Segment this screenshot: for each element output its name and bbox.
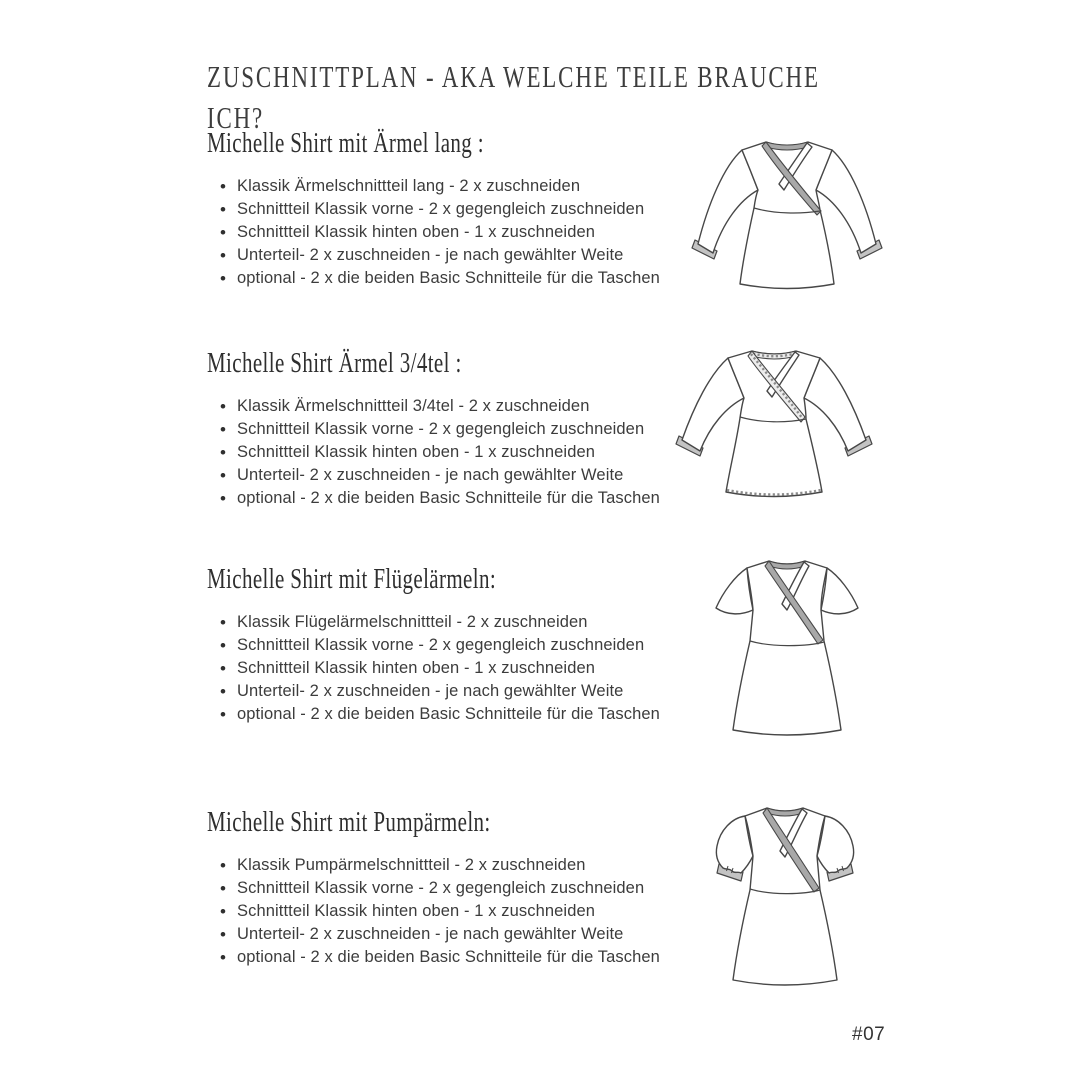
page-number: #07: [852, 1024, 886, 1045]
list-item: • optional - 2 x die beiden Basic Schnitteile für die Taschen: [237, 946, 707, 969]
list-item: • optional - 2 x die beiden Basic Schnitteile für die Taschen: [237, 267, 707, 290]
pattern-section-three-quarter-sleeve: [207, 348, 707, 510]
list-item: • Unterteil- 2 x zuschneiden - je nach gewählter Weite: [237, 923, 707, 946]
shirt-flutter-sleeve-illustration: [695, 554, 879, 746]
list-item: • Schnittteil Klassik hinten oben - 1 x zuschneiden: [237, 900, 707, 923]
list-item: • Schnittteil Klassik vorne - 2 x gegengleich zuschneiden: [237, 634, 707, 657]
shirt-puff-sleeve-illustration: [690, 800, 880, 995]
page-title-line2: ICH?: [207, 99, 265, 135]
pattern-section-puff-sleeve: [207, 807, 707, 969]
list-item: • Schnittteil Klassik hinten oben - 1 x zuschneiden: [237, 657, 707, 680]
list-item: • Unterteil- 2 x zuschneiden - je nach gewählter Weite: [237, 244, 707, 267]
list-item: • Schnittteil Klassik vorne - 2 x gegengleich zuschneiden: [237, 198, 707, 221]
list-item: • optional - 2 x die beiden Basic Schnitteile für die Taschen: [237, 487, 707, 510]
list-item: • Schnittteil Klassik vorne - 2 x gegengleich zuschneiden: [237, 877, 707, 900]
cut-list: [207, 395, 707, 510]
section-heading: Michelle Shirt mit Flügelärmeln:: [207, 564, 497, 595]
pattern-section-flutter-sleeve: [207, 564, 707, 726]
pattern-section-long-sleeve: [207, 128, 707, 290]
list-item: • Klassik Ärmelschnittteil lang - 2 x zuschneiden: [237, 175, 707, 198]
list-item: • Schnittteil Klassik hinten oben - 1 x zuschneiden: [237, 221, 707, 244]
list-item: • optional - 2 x die beiden Basic Schnitteile für die Taschen: [237, 703, 707, 726]
list-item: • Klassik Pumpärmelschnittteil - 2 x zuschneiden: [237, 854, 707, 877]
list-item: • Schnittteil Klassik vorne - 2 x gegengleich zuschneiden: [237, 418, 707, 441]
page-title: [207, 57, 843, 139]
section-heading: Michelle Shirt mit Ärmel lang :: [207, 128, 484, 159]
cut-list: [207, 175, 707, 290]
list-item: • Schnittteil Klassik hinten oben - 1 x zuschneiden: [237, 441, 707, 464]
list-item: • Unterteil- 2 x zuschneiden - je nach gewählter Weite: [237, 464, 707, 487]
shirt-three-quarter-sleeve-illustration: [658, 344, 890, 506]
section-heading: Michelle Shirt Ärmel 3/4tel :: [207, 348, 462, 379]
list-item: • Klassik Flügelärmelschnittteil - 2 x zuschneiden: [237, 611, 707, 634]
list-item: • Klassik Ärmelschnittteil 3/4tel - 2 x zuschneiden: [237, 395, 707, 418]
shirt-long-sleeve-illustration: [678, 134, 896, 296]
cut-list: [207, 854, 707, 969]
cut-list: [207, 611, 707, 726]
list-item: • Unterteil- 2 x zuschneiden - je nach gewählter Weite: [237, 680, 707, 703]
page-title-line1: ZUSCHNITTPLAN - AKA WELCHE TEILE BRAUCHE: [207, 58, 820, 94]
section-heading: Michelle Shirt mit Pumpärmeln:: [207, 807, 491, 838]
